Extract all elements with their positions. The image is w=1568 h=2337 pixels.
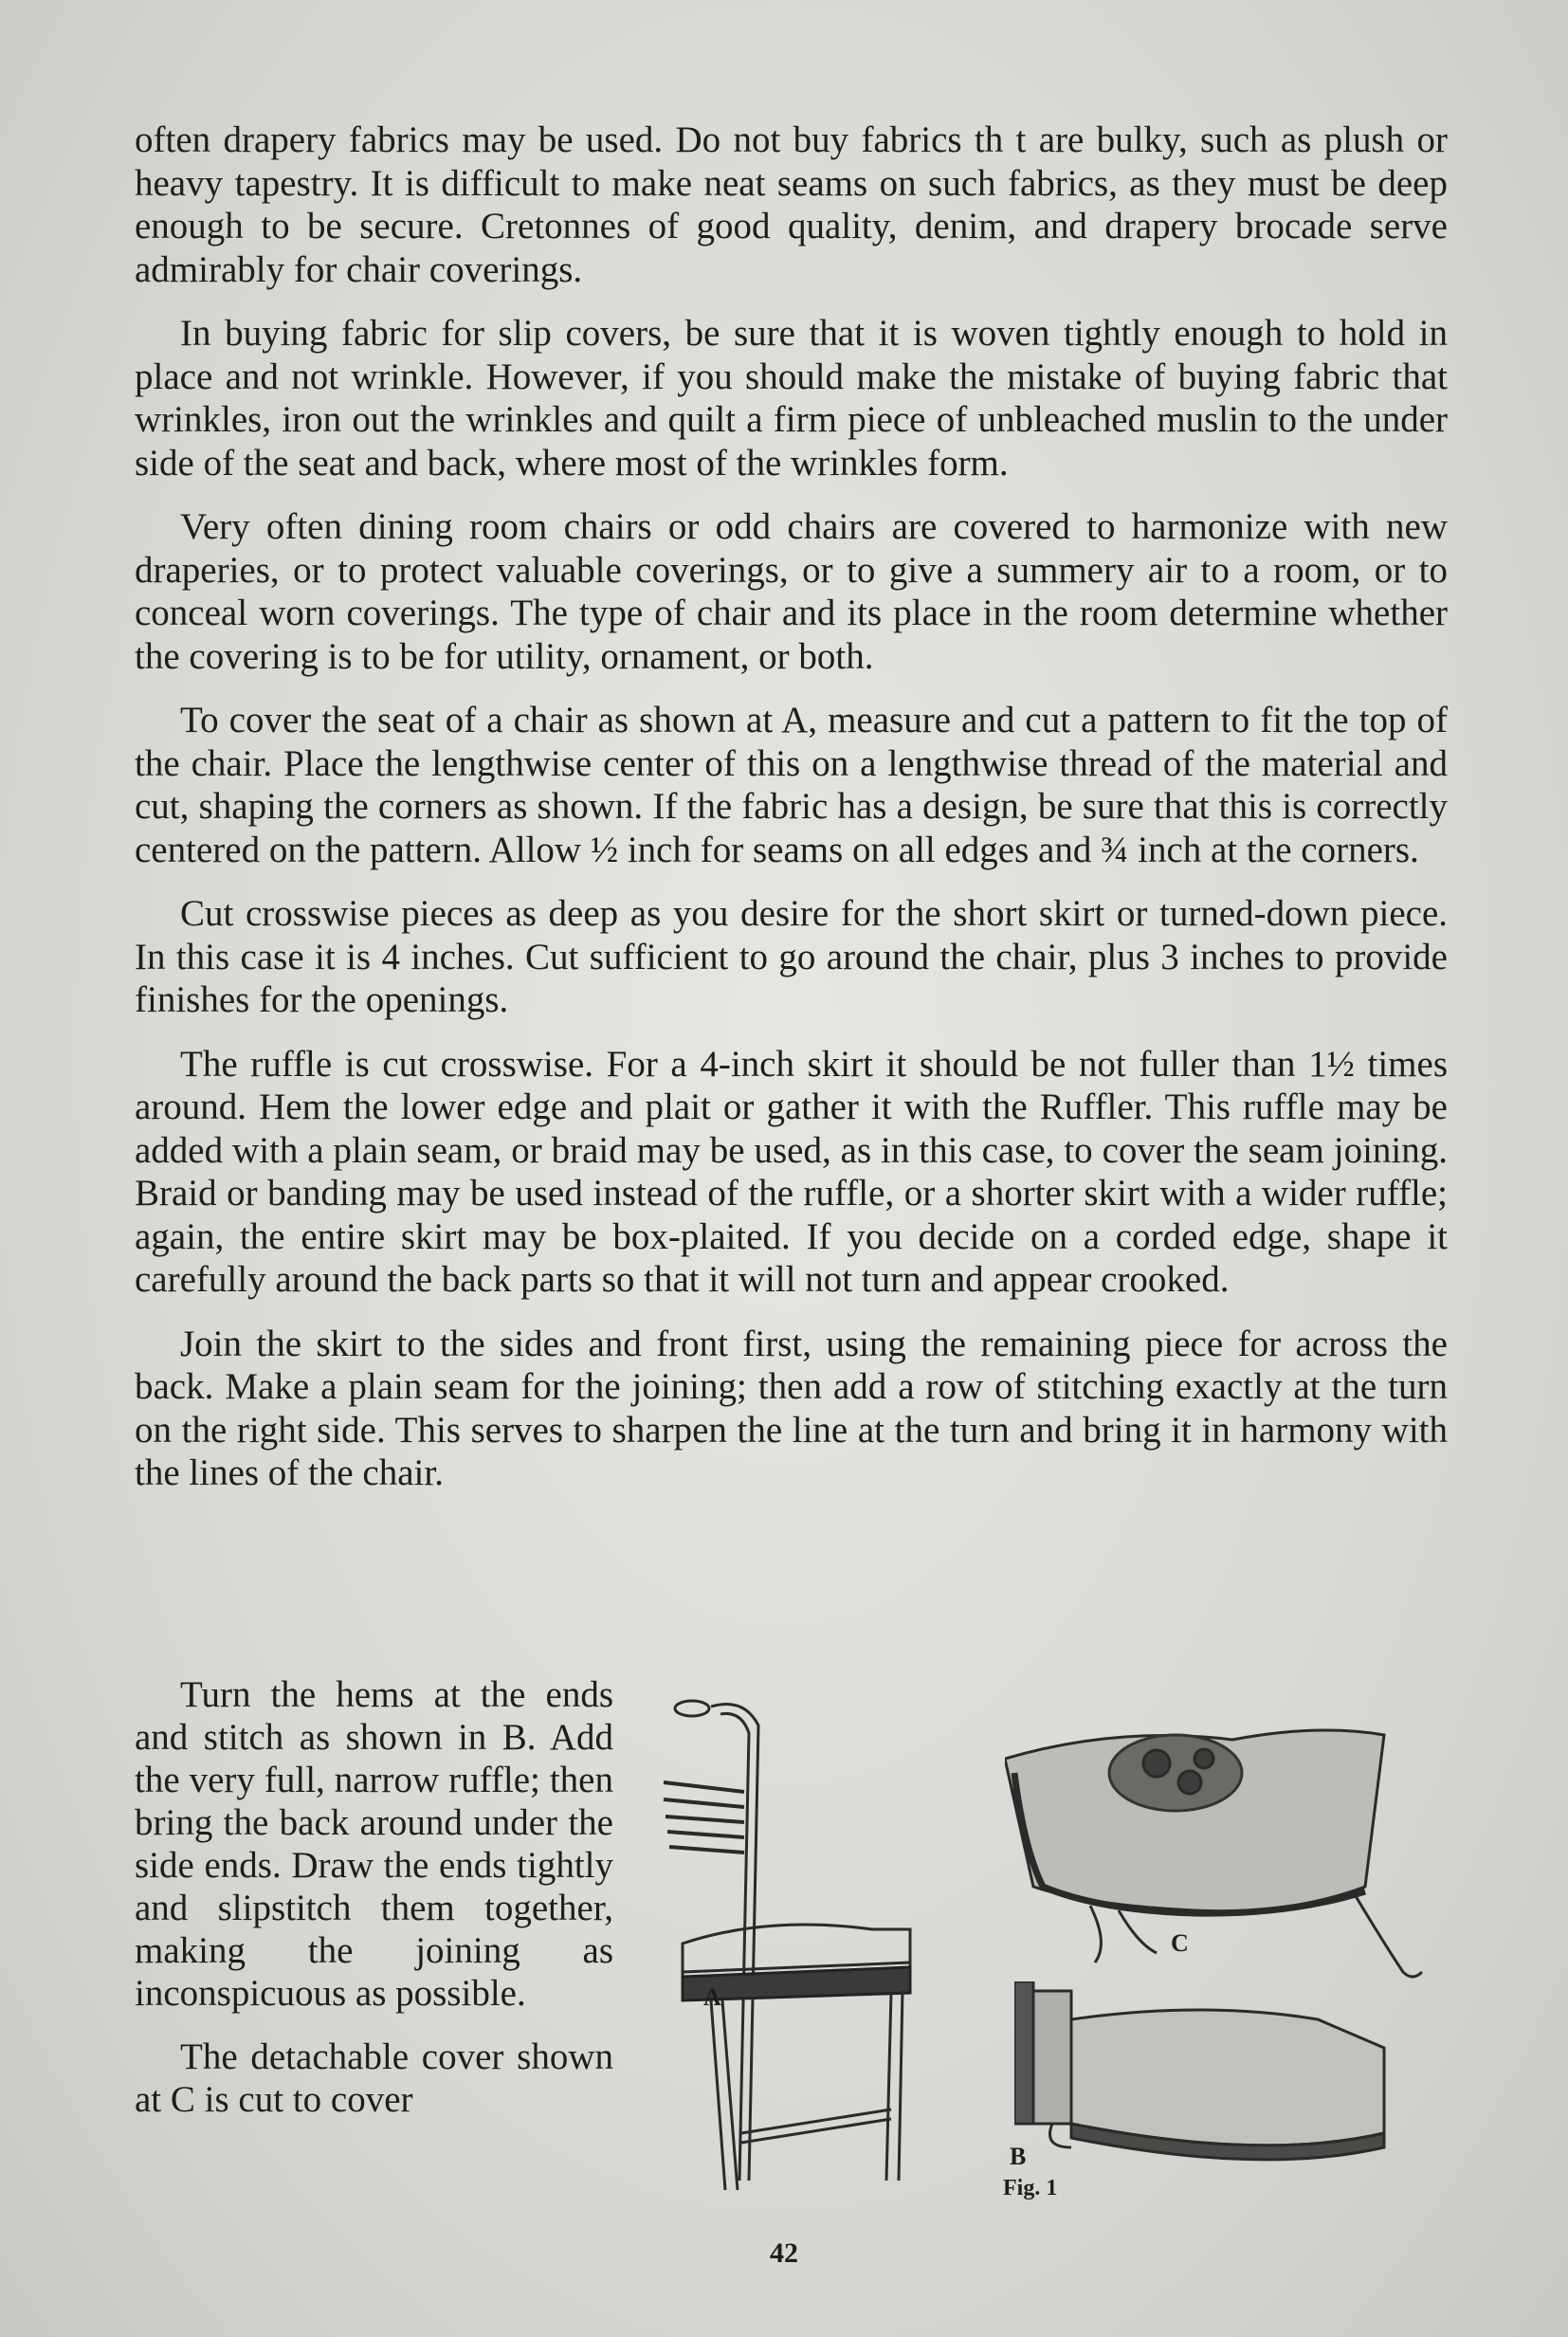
figure-caption: Fig. 1 [1003, 2176, 1058, 2200]
paragraph: Cut crosswise pieces as deep as you desire for the short skirt or turned-down piece. In this case it is 4 inches. Cut sufficient to go around the chair, plus 3 inches to provide finishes for the openings. [135, 893, 1448, 1020]
body-text [135, 119, 1448, 1516]
figure-1 [654, 1688, 1469, 2218]
label-a: A [703, 1983, 721, 2011]
label-c: C [1171, 1929, 1189, 1957]
side-column-text [135, 1673, 613, 2142]
skirt-illustration-b [1014, 1981, 1422, 2171]
paragraph: Turn the hems at the ends and stitch as shown in B. Add the very full, narrow ruffle; then bring the back around under the side ends. Draw the ends tightly and slipstitch them together, making the joining as inconspicuous as possible. [135, 1674, 613, 2014]
page-number: 42 [770, 2237, 798, 2269]
paragraph: Very often dining room chairs or odd chairs are covered to harmonize with new draperies, or to protect valuable coverings, or to give a summery air to a room, or to conceal worn coverings. The type of chair and its place in the room determine whether the covering is to be for utility, ornament, or both. [135, 506, 1448, 677]
chair-illustration-a [654, 1688, 939, 2218]
paragraph: The detachable cover shown at C is cut to cover [135, 2036, 613, 2120]
paragraph: Join the skirt to the sides and front first, using the remaining piece for across the back. Make a plain seam for the joining; then add a row of stitching exactly at the turn on the right side. This serves to sharpen the line at the turn and bring it in harmony with the lines of the chair. [135, 1323, 1448, 1493]
paragraph: The ruffle is cut crosswise. For a 4-inch skirt it should be not fuller than 1½ times around. Hem the lower edge and plait or gather it with the Ruffler. This ruffle may be added with a plain seam, or braid may be used, as in this case, to cover the seam joining. Braid or banding may be used instead of the ruffle, or a shorter skirt with a wider ruffle; again, the entire skirt may be box-plaited. If you decide on a corded edge, shape it carefully around the back parts so that it will not turn and appear crooked. [135, 1043, 1448, 1300]
paragraph: To cover the seat of a chair as shown at A, measure and cut a pattern to fit the top of the chair. Place the lengthwise center of this on a lengthwise thread of the material and cut, shaping the corners as shown. If the fabric has a design, be sure that this is correctly centered on the pattern. Allow ½ inch for seams on all edges and ¾ inch at the corners. [135, 700, 1448, 870]
cover-illustration-c [1005, 1716, 1450, 2000]
paragraph: In buying fabric for slip covers, be sure that it is woven tightly enough to hold in place and not wrinkle. However, if you should make the mistake of buying fabric that wrinkles, iron out the wrinkles and quilt a firm piece of unbleached muslin to the under side of the seat and back, where most of the wrinkles form. [135, 313, 1448, 484]
label-b: B [1010, 2143, 1027, 2170]
paragraph: often drapery fabrics may be used. Do not buy fabrics th t are bulky, such as plush or heavy tapestry. It is difficult to make neat seams on such fabrics, as they must be deep enough to be secure. Cretonnes of good quality, denim, and drapery brocade serve admirably for chair coverings. [135, 119, 1448, 290]
